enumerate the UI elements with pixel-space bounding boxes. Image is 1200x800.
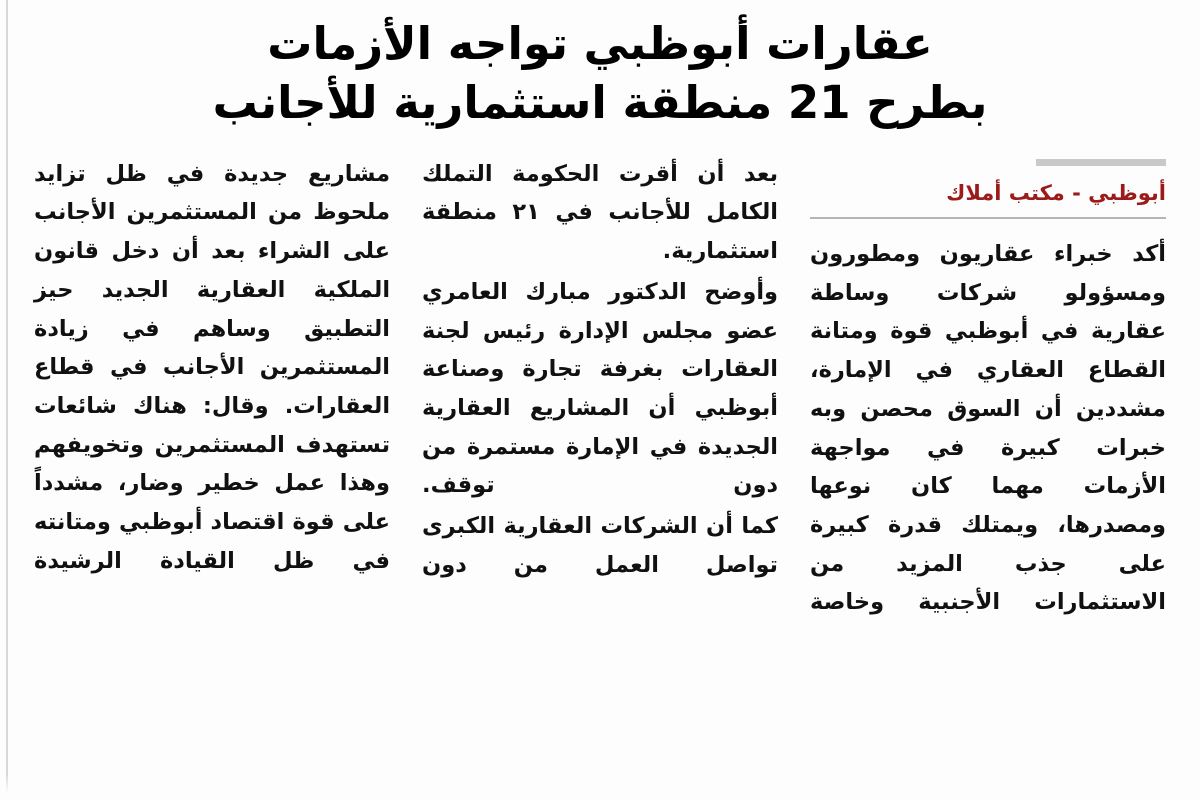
page-edge-rule xyxy=(6,0,8,800)
paragraph: أكد خبراء عقاريون ومطورون ومسؤولو شركات وساطة عقارية في أبوظبي قوة ومتانة القطاع العقاري في الإمارة، مشددين أن السوق محصن وبه خبرات كبيرة في مواجهة الأزمات مهما كان نوعها ومصدرها، ويمتلك قدرة كبيرة على جذب المزيد من الاستثمارات الأجنبية وخاصة xyxy=(810,241,1166,616)
page-bottom-fade xyxy=(0,774,1200,800)
headline-line-2: بطرح 21 منطقة استثمارية للأجانب xyxy=(212,76,988,130)
decorative-rule-under xyxy=(810,217,1166,219)
article-column-middle xyxy=(406,155,794,624)
dateline: أبوظبي - مكتب أملاك xyxy=(946,180,1166,205)
headline-line-1: عقارات أبوظبي تواجه الأزمات xyxy=(267,17,933,70)
article-column-left xyxy=(18,155,406,624)
paragraph: مشاريع جديدة في ظل تزايد ملحوظ من المستثمرين الأجانب على الشراء بعد أن دخل قانون الملكية العقارية الجديد حيز التطبيق وساهم في زيادة المستثمرين الأجانب في قطاع العقارات. وقال: هناك شائعات تستهدف المستثمرين وتخويفهم وهذا عمل خطير وضار، مشدداً على قوة اقتصاد أبوظبي ومتانته في ظل القيادة الرشيدة xyxy=(34,160,391,574)
paragraph: وأوضح الدكتور مبارك العامري عضو مجلس الإدارة رئيس لجنة العقارات بغرفة تجارة وصناعة أبوظبي أن المشاريع العقارية الجديدة في الإمارة مستمرة من دون توقف. xyxy=(422,278,779,499)
article-column-right xyxy=(794,155,1182,624)
paragraph: بعد أن أقرت الحكومة التملك الكامل للأجانب في ٢١ منطقة استثمارية. xyxy=(422,160,779,265)
article-columns xyxy=(0,133,1200,624)
decorative-rule-top xyxy=(1036,159,1166,166)
paragraph: كما أن الشركات العقارية الكبرى تواصل العمل من دون xyxy=(422,512,779,578)
page-title xyxy=(0,0,1200,133)
